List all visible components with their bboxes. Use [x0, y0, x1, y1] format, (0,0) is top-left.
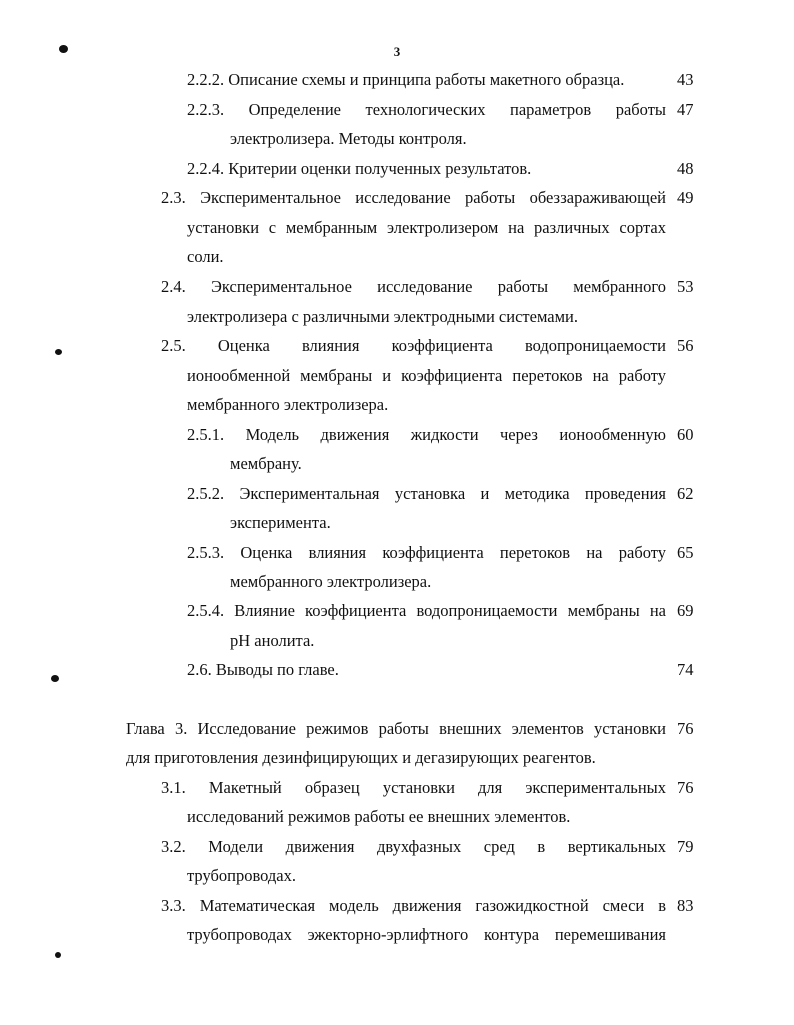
toc-entry-2-5-3-page: 65: [677, 543, 694, 562]
page-number: 3: [393, 44, 401, 59]
toc-entry-2-5-1-line-2: мембрану.: [230, 454, 302, 473]
toc-entry-3-3-line-1: 3.3. Математическая модель движения газожидкостной смеси в: [161, 896, 666, 915]
toc-entry-2-3-line-2: установки с мембранным электролизером на различных сортах: [187, 218, 666, 237]
toc-entry-3-3-page: 83: [677, 896, 694, 915]
toc-entry-2-4-page: 53: [677, 277, 694, 296]
scan-speck: [55, 349, 62, 355]
toc-entry-2-2-3-line-2: электролизера. Методы контроля.: [230, 129, 467, 148]
toc-entry-3-1-line-2: исследований режимов работы ее внешних элементов.: [187, 807, 571, 826]
toc-entry-2-2-4-line-1: 2.2.4. Критерии оценки полученных результатов.: [187, 159, 532, 178]
toc-entry-3-2-page: 79: [677, 837, 694, 856]
toc-entry-2-4-line-2: электролизера с различными электродными системами.: [187, 307, 578, 326]
toc-chapter-3-page: 76: [677, 719, 694, 738]
toc-entry-2-6-page: 74: [677, 660, 694, 679]
scan-speck: [55, 952, 61, 958]
toc-entry-2-5-3-line-1: 2.5.3. Оценка влияния коэффициента перетоков на работу: [187, 543, 666, 562]
toc-entry-2-5-4-page: 69: [677, 601, 694, 620]
toc-entry-2-5-4-line-1: 2.5.4. Влияние коэффициента водопроницаемости мембраны на: [187, 601, 666, 620]
toc-entry-2-3-page: 49: [677, 188, 694, 207]
toc-chapter-3-line-1: Глава 3. Исследование режимов работы внешних элементов установки: [126, 719, 666, 738]
toc-entry-3-1-page: 76: [677, 778, 694, 797]
toc-entry-2-5-2-line-2: эксперимента.: [230, 513, 331, 532]
toc-entry-2-3-line-1: 2.3. Экспериментальное исследование работы обеззараживающей: [161, 188, 666, 207]
toc-entry-2-5-3-line-2: мембранного электролизера.: [230, 572, 432, 591]
toc-entry-2-3-line-3: соли.: [187, 247, 224, 266]
toc-entry-2-6-line-1: 2.6. Выводы по главе.: [187, 660, 339, 679]
toc-entry-2-2-4-page: 48: [677, 159, 694, 178]
toc-chapter-3-line-2: для приготовления дезинфицирующих и дегазирующих реагентов.: [126, 748, 596, 767]
toc-entry-2-2-2-line-1: 2.2.2. Описание схемы и принципа работы макетного образца.: [187, 70, 625, 89]
scan-speck: [51, 675, 59, 682]
toc-entry-2-5-2-line-1: 2.5.2. Экспериментальная установка и методика проведения: [187, 484, 666, 503]
scan-speck: [59, 45, 68, 53]
toc-entry-3-2-line-2: трубопроводах.: [187, 866, 296, 885]
toc-entry-2-5-line-1: 2.5. Оценка влияния коэффициента водопроницаемости: [161, 336, 666, 355]
toc-entry-3-2-line-1: 3.2. Модели движения двухфазных сред в вертикальных: [161, 837, 666, 856]
toc-entry-2-5-1-page: 60: [677, 425, 694, 444]
toc-entry-3-1-line-1: 3.1. Макетный образец установки для экспериментальных: [161, 778, 666, 797]
toc-entry-2-5-1-line-1: 2.5.1. Модель движения жидкости через ионообменную: [187, 425, 666, 444]
toc-entry-2-5-line-2: ионообменной мембраны и коэффициента перетоков на работу: [187, 366, 666, 385]
toc-entry-2-5-page: 56: [677, 336, 694, 355]
toc-entry-3-3-line-2: трубопроводах эжекторно-эрлифтного контура перемешивания: [187, 925, 666, 944]
toc-entry-2-2-3-page: 47: [677, 100, 694, 119]
toc-entry-2-2-3-line-1: 2.2.3. Определение технологических параметров работы: [187, 100, 666, 119]
toc-entry-2-4-line-1: 2.4. Экспериментальное исследование работы мембранного: [161, 277, 666, 296]
toc-entry-2-5-line-3: мембранного электролизера.: [187, 395, 389, 414]
toc-entry-2-5-4-line-2: рН анолита.: [230, 631, 315, 650]
toc-entry-2-5-2-page: 62: [677, 484, 694, 503]
toc-entry-2-2-2-page: 43: [677, 70, 694, 89]
